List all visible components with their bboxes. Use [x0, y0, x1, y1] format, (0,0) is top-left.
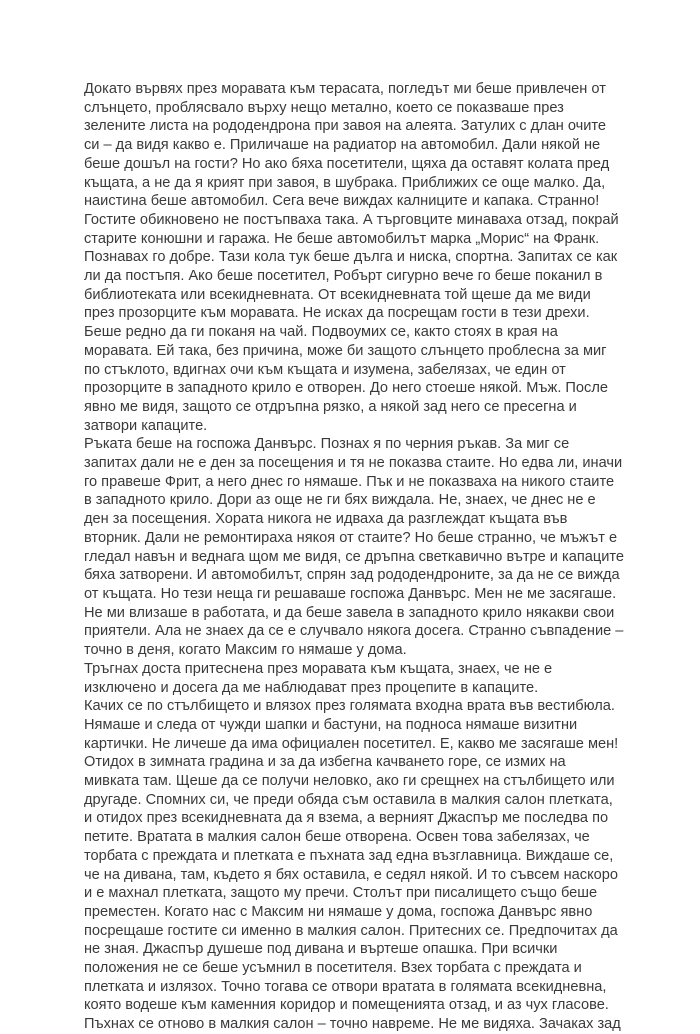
paragraph-1: Докато вървях през моравата към терасата, погледът ми беше привлечен от слънцето, проблясвало върху нещо метално, което се показваше през зелените листа на рододендрона при завоя на алеята. Затулих с длан очите си – да видя какво е. Приличаше на радиатор на автомобил. Дали някой не беше дошъл на гости? Но ако бяха посетители, щяха да оставят колата пред къщата, а не да я крият при завоя, в шубрака. Приближих се още малко. Да, наистина беше автомобил. Сега вече виждах калниците и капака. Странно! Гостите обикновено не постъпваха така. А търговците минаваха отзад, покрай старите конюшни и гаража. Не беше автомобилът марка „Морис“ на Франк. Познавах го добре. Тази кола тук беше дълга и ниска, спортна. Запитах се как ли да постъпя. Ако беше посетител, Робърт сигурно вече го беше поканил в библиотеката или всекидневната. От всекидневната той щеше да ме види през прозорците към моравата. Не исках да посрещам гости в тези дрехи. Беше редно да ги поканя на чай. Подвоумих се, както стоях в края на моравата. Ей така, без причина, може би защото слънцето проблесна за миг по стъклото, вдигнах очи към къщата и изумена, забелязах, че един от прозорците в западното крило е отворен. До него стоеше някой. Мъж. После явно ме видя, защото се отдръпна рязко, а някой зад него се пресегна и затвори капаците. [84, 81, 619, 434]
paragraph-3: Тръгнах доста притеснена през моравата към къщата, знаех, че не е изключено и досега да ме наблюдават през процепите в капаците. [84, 660, 553, 696]
paragraph-2: Ръката беше на госпожа Данвърс. Познах я по черния ръкав. За миг се запитах дали не е ден за посещения и тя не показва стаите. Но едва ли, иначи го правеше Фрит, а него днес го нямаше. Пък и не показваха на никого стаите в западното крило. Дори аз още не ги бях виждала. Не, знаех, че днес не е ден за посещения. Хората никога не идваха да разглеждат къщата във вторник. Дали не ремонтираха някоя от стаите? Но беше странно, че мъжът е гледал навън и веднага щом ме видя, се дръпна светкавично вътре и капаците бяха затворени. И автомобилът, спрян зад рододендроните, за да не се вижда от къщата. Но тези неща ги решаваше госпожа Данвърс. Мен не ме засягаше. Не ми влизаше в работата, и да беше завела в западното крило някакви свои приятели. Ала не знаех да се е случвало някога досега. Странно съвпадение – точно в деня, когато Максим го нямаше у дома. [84, 436, 625, 659]
paragraph-4: Качих се по стълбището и влязох през голямата входна врата във вестибюла. Нямаше и следа от чужди шапки и бастуни, на подноса нямаше визитни картички. Не личеше да има официален посетител. Е, какво ме засягаше мен! Отидох в зимната градина и за да избегна качването горе, се измих на мивката там. Щеше да се получи неловко, ако ги срещнех на стълбището или другаде. Спомних си, че преди обяда съм оставила в малкия салон плетката, и отидох през всекидневната да я взема, а верният Джаспър ме последва по петите. Вратата в малкия салон беше отворена. Освен това забелязах, че торбата с преждата и плетката е пъхната зад една възглавница. Виждаше се, че на дивана, там, където я бях оставила, е седял някой. И то съвсем наскоро и е махнал плетката, защото му пречи. Столът при писалището също беше преместен. Когато нас с Максим ни нямаше у дома, госпожа Данвърс явно посрещаше гостите си именно в малкия салон. Притесних се. Предпочитах да не зная. Джаспър душеше под дивана и въртеше опашка. При всички положения не се беше усъмнил в посетителя. Взех торбата с преждата и плетката и излязох. Точно тогава се отвори вратата в голямата всекидневна, която водеше към каменния коридор и помещенията отзад, и аз чух гласове. Пъхнах се отново в малкия салон – точно навреме. Не ме видяха. Зачаках зад [84, 698, 621, 1033]
body-text [84, 80, 624, 1034]
